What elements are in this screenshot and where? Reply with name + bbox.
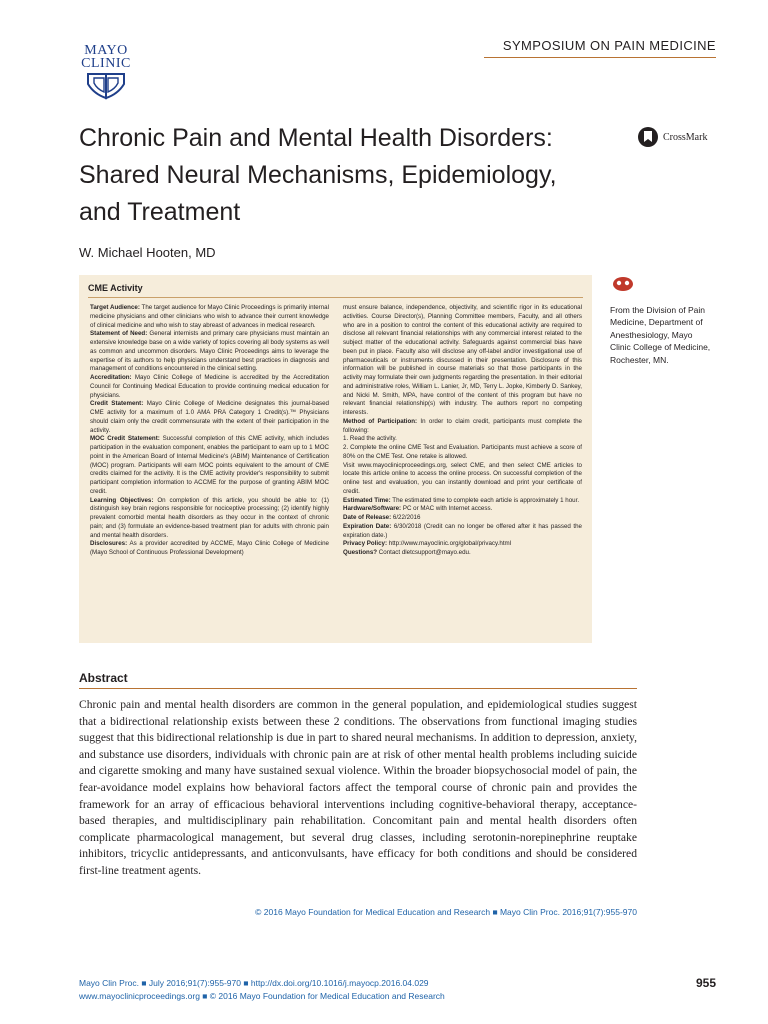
cme-paragraph — [343, 505, 582, 514]
cme-paragraph — [90, 435, 329, 496]
section-rule — [484, 57, 716, 58]
cme-paragraph-label: MOC Credit Statement: — [90, 435, 160, 443]
cme-paragraph-text: Successful completion of this CME activity, which includes participation in the evaluation component, enables the participant to earn up to 1 MOC point in the American Board of Internal Medicine's (ABIM) Maintenance of Certification (MOC) program. Participants will earn MOC points equivalent to the amount of CME credits claimed for the activity. It is the CME activity provider's responsibility to submit participant completion information to ACCME for the purpose of granting ABIM MOC credit. — [90, 435, 329, 495]
mayo-shield-icon — [84, 72, 128, 102]
cme-paragraph — [90, 497, 329, 541]
logo-word-mayo: MAYO — [84, 43, 128, 58]
cme-paragraph-text: The target audience for Mayo Clinic Proceedings is primarily internal medicine physicians and other clinicians who wish to advance their current knowledge of clinical medicine and who wish to stay abreast of advances in medical research. — [90, 304, 329, 329]
cme-paragraph — [90, 330, 329, 374]
page-footer — [79, 977, 445, 1002]
cme-right-column — [343, 304, 582, 558]
cme-paragraph-text: 6/30/2018 (Credit can no longer be offered after it has passed the expiration date.) — [343, 522, 582, 539]
section-label: SYMPOSIUM ON PAIN MEDICINE — [502, 38, 716, 53]
cme-paragraph-text: PC or MAC with Internet access. — [402, 505, 493, 513]
logo-word-clinic: CLINIC — [81, 56, 131, 71]
cme-paragraph-label: Statement of Need: — [90, 330, 148, 338]
mayo-clinic-logo — [78, 44, 134, 102]
cme-paragraph-label: Date of Release: — [343, 514, 392, 521]
cme-activity-box — [79, 275, 592, 643]
cme-paragraph — [343, 304, 582, 418]
author-name: W. Michael Hooten, MD — [79, 245, 216, 260]
cme-paragraph — [90, 304, 329, 330]
affiliation-icon — [612, 276, 634, 292]
abstract-heading: Abstract — [79, 671, 128, 685]
cme-paragraph — [343, 418, 582, 436]
article-title: Chronic Pain and Mental Health Disorders: Shared Neural Mechanisms, Epidemiology, and Treatment — [79, 124, 557, 226]
cme-paragraph — [343, 435, 582, 444]
cme-paragraph-label: Credit Statement: — [90, 400, 144, 408]
cme-paragraph-text: http://www.mayoclinic.org/global/privacy.html — [388, 540, 512, 548]
cme-paragraph — [343, 523, 582, 541]
cme-paragraph-text: 6/22/2016 — [392, 514, 421, 521]
cme-paragraph-label: Learning Objectives: — [90, 496, 154, 504]
cme-paragraph — [343, 514, 582, 523]
cme-paragraph-text: Visit www.mayoclinicproceedings.org, select CME, and then select CME articles to locate this article online to access the online process. On successful completion of the online test and evaluation, you can instantly download and print your certificate of credit. — [343, 461, 582, 495]
cme-paragraph-label: Estimated Time: — [343, 496, 391, 504]
author-affiliation: From the Division of Pain Medicine, Department of Anesthesiology, Mayo Clinic College of Medicine, Rochester, MN. — [610, 305, 711, 365]
cme-paragraph — [343, 462, 582, 497]
cme-paragraph-label: Method of Participation: — [343, 417, 418, 425]
cme-paragraph-text: As a provider accredited by ACCME, Mayo Clinic College of Medicine (Mayo School of Continuous Professional Development) — [90, 540, 329, 556]
footer-journal-link[interactable]: www.mayoclinicproceedings.org ■ © 2016 Mayo Foundation for Medical Education and Research — [79, 990, 445, 1001]
cme-left-column — [90, 304, 329, 558]
cme-paragraph-text: Mayo Clinic College of Medicine designates this journal-based CME activity for a maximum of 1.0 AMA PRA Category 1 Credit(s).™ Physicians should claim only the credit commensurate with the extent of their participation in the activity. — [90, 400, 329, 434]
page-number: 955 — [695, 976, 716, 990]
crossmark-badge[interactable] — [637, 126, 707, 148]
cme-paragraph-label: Disclosures: — [90, 540, 128, 548]
abstract-rule — [79, 688, 637, 689]
cme-rule — [88, 297, 583, 298]
cme-paragraph-label: Expiration Date: — [343, 522, 392, 530]
abstract-text: Chronic pain and mental health disorders are common in the general population, and epidemiological studies suggest that a bidirectional relationship exists between these 2 conditions. The observations from functional imaging studies suggest that this bidirectional relationship is due in part to shared neural mechanisms. In addition to depression, anxiety, and substance use disorders, individuals with chronic pain are at risk of other mental health problems including suicide and cigarette smoking and many have sustained sexual violence. Within the broader biopsychosocial model of pain, the fear-avoidance model explains how behavioral factors affect the temporal course of chronic pain and provides the framework for an array of efficacious behavioral interventions including cognitive-behavioral therapy, acceptance-based therapies, and multidisciplinary pain rehabilitation. Concomitant pain and mental health disorders often complicate pharmacological management, but several drug classes, including serotonin-norepinephrine reuptake inhibitors, tricyclic antidepressants, and anticonvulsants, have efficacy for both conditions and should be considered first-line treatment agents. — [79, 698, 637, 877]
cme-paragraph-text: must ensure balance, independence, objectivity, and scientific rigor in its educational activities. Course Director(s), Planning Committee members, Faculty, and all others who are in a position to control the content of this educational activity are required to disclose all relevant financial relationships with any commercial interest related to the subject matter of the educational activity. Safeguards against commercial bias have been put in place. Faculty also will disclose any off-label and/or investigational use of pharmaceuticals or instruments discussed in their presentation. Disclosure of this information will be published in course materials so that those participants in the activity may formulate their own judgments regarding the presentation. In their editorial and administrative roles, William L. Lanier, Jr, MD, Terry L. Jopke, Kimberly D. Sankey, and Nicki M. Smith, MPA, have control of the content of this program but have no relevant financial relationship(s) with industry. The authors report no competing interests. — [343, 304, 582, 416]
cme-paragraph-text: General internists and primary care physicians must maintain an extensive knowledge base on a wide variety of topics covering all body systems as well as common and uncommon disorders. Mayo Clinic Proceedings aims to leverage the expertise of its authors to help physicians understand best practices in diagnosis and management of conditions encountered in the clinical setting. — [90, 330, 329, 373]
cme-paragraph-label: Accreditation: — [90, 374, 132, 381]
cme-paragraph-text: 2. Complete the online CME Test and Evaluation. Participants must achieve a score of 80% on the CME Test. One retake is allowed. — [343, 444, 582, 460]
cme-paragraph — [343, 497, 582, 506]
cme-paragraph-label: Target Audience: — [90, 304, 140, 311]
cme-paragraph-text: In order to claim credit, participants must complete the following: — [343, 417, 582, 434]
cme-paragraph-text: The estimated time to complete each article is approximately 1 hour. — [392, 496, 580, 504]
cme-paragraph — [90, 540, 329, 558]
cme-paragraph — [90, 400, 329, 435]
cme-paragraph-text: Mayo Clinic College of Medicine is accredited by the Accreditation Council for Continuing Medical Education to provide continuing medical education for physicians. — [90, 374, 329, 399]
cme-paragraph — [343, 549, 582, 558]
cme-paragraph-label: Hardware/Software: — [343, 505, 402, 513]
footer-citation-link[interactable]: Mayo Clin Proc. ■ July 2016;91(7):955-970 ■ http://dx.doi.org/10.1016/j.mayocp.2016.04.029 — [79, 978, 429, 988]
cme-paragraph — [343, 444, 582, 462]
cme-paragraph — [343, 540, 582, 549]
cme-paragraph-label: Questions? — [343, 549, 378, 556]
cme-paragraph-text: 1. Read the activity. — [343, 435, 397, 443]
cme-paragraph-text: On completion of this article, you should be able to: (1) distinguish key brain regions responsible for nociceptive processing; (2) identify highly prevalent comorbid mental health disorders as they occur in the context of chronic pain; and (3) formulate an evidence-based treatment plan for adults with chronic pain and mental health disorders. — [90, 496, 329, 539]
copyright-line: © 2016 Mayo Foundation for Medical Education and Research ■ Mayo Clin Proc. 2016;91(7):955-970 — [255, 907, 637, 917]
cme-heading: CME Activity — [88, 283, 143, 293]
cme-paragraph — [90, 374, 329, 400]
crossmark-label: CrossMark — [663, 131, 708, 143]
crossmark-icon — [637, 126, 659, 148]
cme-paragraph-text: Contact dletcsupport@mayo.edu. — [378, 549, 471, 556]
cme-paragraph-label: Privacy Policy: — [343, 540, 388, 548]
